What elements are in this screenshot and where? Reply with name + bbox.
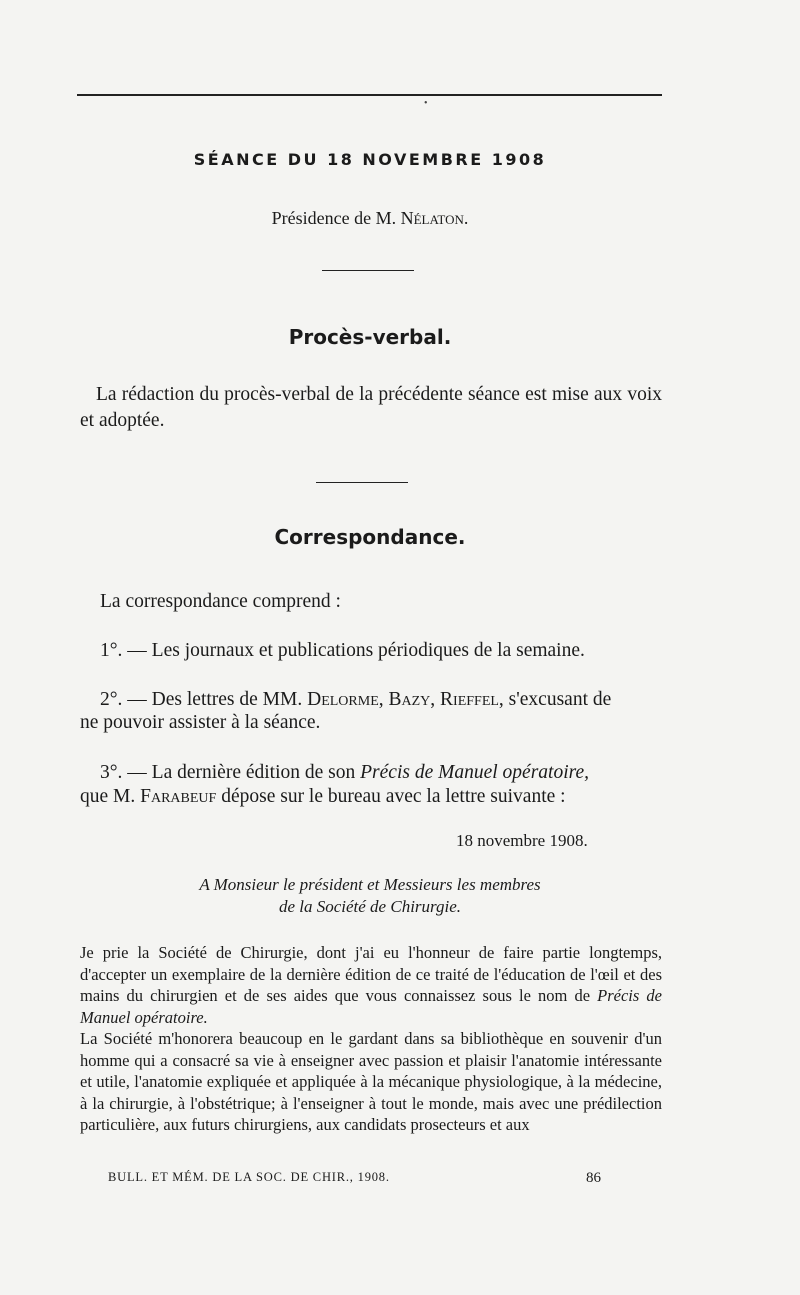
letter-paragraph-1 [80, 942, 662, 1028]
item2-names: Delorme, Bazy, Rieffel, [307, 689, 504, 710]
correspondance-item-3-line-2 [80, 786, 566, 808]
correspondance-heading: Correspondance. [274, 525, 466, 549]
item3-prefix: 3°. — La dernière édition de son [100, 762, 361, 783]
item3-name: Farabeuf [140, 786, 217, 807]
president-name: Nélaton. [400, 208, 469, 228]
separator-rule-1 [322, 270, 414, 271]
top-rule [77, 94, 662, 96]
address-line-1-text: A Monsieur le président et Messieurs les membres [199, 875, 541, 894]
seance-title: SÉANCE DU 18 NOVEMBRE 1908 [193, 150, 547, 169]
page-footer [108, 1170, 608, 1185]
letter-p1-title: Précis de Manuel opératoire. [80, 986, 662, 1027]
item2-prefix: 2°. — Des lettres de MM. [100, 689, 308, 710]
presidence-prefix: Présidence de M. [271, 208, 401, 228]
correspondance-item-3-line-1 [100, 762, 589, 784]
item3-title: Précis de Manuel opératoire, [360, 762, 590, 783]
separator-rule-2 [316, 482, 408, 483]
letter-date: 18 novembre 1908. [456, 831, 588, 850]
printer-dot: • [424, 98, 428, 109]
address-line-2-text: de la Société de Chirurgie. [278, 897, 462, 916]
letter-paragraph-2: La Société m'honorera beaucoup en le gardant dans sa bibliothèque en souvenir d'un homme qui a consacré sa vie à enseigner avec passion et plaisir l'anatomie intéressante et utile, l'anatomie expliquée et appliquée à la mécanique physiologique, à la médecine, à la chirurgie, à l'obstétrique; à l'enseigner à tout le monde, mais avec une prédilection particulière, aux futurs chirurgiens, aux candidats prosecteurs et aux [80, 1029, 662, 1134]
letter-p1-text: Je prie la Société de Chirurgie, dont j'ai eu l'honneur de faire partie longtemps, d'accepter un exemplaire de la dernière édition de ce traité de l'éducation de l'œil et des mains du chirurgien et de ses aides que vous connaissez sous le nom de [80, 943, 662, 1005]
item3-line2-suffix: dépose sur le bureau avec la lettre suivante : [216, 786, 566, 807]
letter-address-line-2 [0, 897, 770, 917]
correspondance-item-2-line-1 [100, 689, 611, 711]
proces-verbal-text: La rédaction du procès-verbal de la précédente séance est mise aux voix et adoptée. [80, 384, 662, 431]
correspondance-item-2-line-2: ne pouvoir assister à la séance. [80, 712, 321, 733]
proces-verbal-heading: Procès-verbal. [288, 325, 452, 349]
letter-address-line-1 [0, 875, 770, 895]
item2-suffix: s'excusant de [503, 689, 612, 710]
correspondance-item-1: 1°. — Les journaux et publications périodiques de la semaine. [100, 640, 585, 661]
presidence-line [0, 208, 770, 229]
item3-line2-prefix: que M. [80, 786, 141, 807]
page-number: 86 [586, 1170, 601, 1186]
correspondance-intro: La correspondance comprend : [100, 591, 341, 612]
footer-source: BULL. ET MÉM. DE LA SOC. DE CHIR., 1908. [108, 1170, 390, 1184]
letter-body [80, 942, 662, 1136]
